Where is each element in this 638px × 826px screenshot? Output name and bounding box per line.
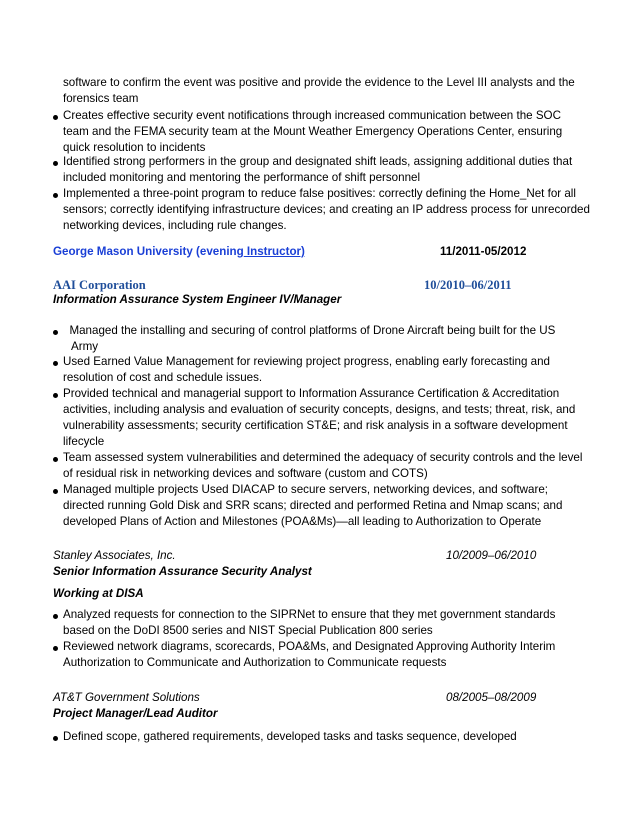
text-line: Identified strong performers in the group and designated shift leads, assigning additional duties that — [63, 155, 573, 168]
bullet-icon — [53, 193, 58, 198]
text-line: sensors; correctly identifying infrastructure devices; and creating an IP address process for unrecorded — [63, 203, 590, 216]
employment-dates: 08/2005–08/2009 — [446, 691, 537, 704]
bullet-icon — [53, 614, 58, 619]
job-subtitle: Working at DISA — [53, 587, 144, 600]
text-line: based on the DoDI 8500 series and NIST Special Publication 800 series — [63, 624, 433, 637]
text-line: software to confirm the event was positive and provide the evidence to the Level III analysts and the — [63, 76, 575, 89]
text-line: Defined scope, gathered requirements, developed tasks and tasks sequence, developed — [63, 730, 517, 743]
text-line: Implemented a three-point program to reduce false positives: correctly defining the Home_Net for all — [63, 187, 576, 200]
text-line: developed Plans of Action and Milestones (POA&Ms)—all leading to Authorization to Operate — [63, 515, 542, 528]
employment-dates: 10/2009–06/2010 — [446, 549, 537, 562]
bullet-icon — [53, 457, 58, 462]
text-line: Analyzed requests for connection to the SIPRNet to ensure that they met government standards — [63, 608, 556, 621]
text-line: resolution of cost and schedule issues. — [63, 371, 263, 384]
text-line: of residual risk in networking devices and software (custom and COTS) — [63, 467, 428, 480]
employer-name: Stanley Associates, Inc. — [53, 549, 176, 562]
employer-name: AAI Corporation — [53, 278, 146, 292]
bullet-icon — [53, 489, 58, 494]
bullet-icon — [53, 115, 58, 120]
text-line: lifecycle — [63, 435, 105, 448]
text-line: activities, including analysis and evaluation of security concepts, designs, and tests; threat, risk, and — [63, 403, 576, 416]
text-line: Provided technical and managerial support to Information Assurance Certification & Accreditation — [63, 387, 560, 400]
text-line: Reviewed network diagrams, scorecards, POA&Ms, and Designated Approving Authority Interim — [63, 640, 556, 653]
text-line: Creates effective security event notifications through increased communication between the SOC — [63, 109, 561, 122]
employment-dates: 11/2011-05/2012 — [440, 245, 527, 258]
text-line: Team assessed system vulnerabilities and determined the adequacy of security controls and the level — [63, 451, 583, 464]
text-line: team and the FEMA security team at the Mount Weather Emergency Operations Center, ensuring — [63, 125, 563, 138]
text-line: Managed multiple projects Used DIACAP to secure servers, networking devices, and software; — [63, 483, 549, 496]
text-line: Authorization to Communicate and Authorization to Communicate requests — [63, 656, 447, 669]
bullet-icon — [53, 361, 58, 366]
job-title: Senior Information Assurance Security Analyst — [53, 565, 312, 578]
text-line: quick resolution to incidents — [63, 141, 206, 154]
bullet-icon — [53, 393, 58, 398]
employer-name: George Mason University (evening Instructor) — [53, 245, 305, 258]
text-line: Managed the installing and securing of control platforms of Drone Aircraft being built for the US — [63, 324, 556, 337]
bullet-icon — [53, 330, 58, 335]
employer-name: AT&T Government Solutions — [53, 691, 200, 704]
text-line: forensics team — [63, 92, 139, 105]
text-line: networking devices, including rule changes. — [63, 219, 287, 232]
text-line: Army — [71, 340, 99, 353]
employment-dates: 10/2010–06/2011 — [424, 278, 512, 292]
text-line: included monitoring and mentoring the performance of shift personnel — [63, 171, 421, 184]
job-title: Project Manager/Lead Auditor — [53, 707, 218, 720]
bullet-icon — [53, 646, 58, 651]
text-line: Used Earned Value Management for reviewing project progress, enabling early forecasting and — [63, 355, 550, 368]
bullet-icon — [53, 161, 58, 166]
text-line: vulnerability assessments; security certification ST&E; and risk analysis in a software development — [63, 419, 568, 432]
text-line: directed running Gold Disk and SRR scans; directed and performed Retina and Nmap scans; and — [63, 499, 563, 512]
job-title: Information Assurance System Engineer IV/Manager — [53, 293, 342, 306]
bullet-icon — [53, 736, 58, 741]
